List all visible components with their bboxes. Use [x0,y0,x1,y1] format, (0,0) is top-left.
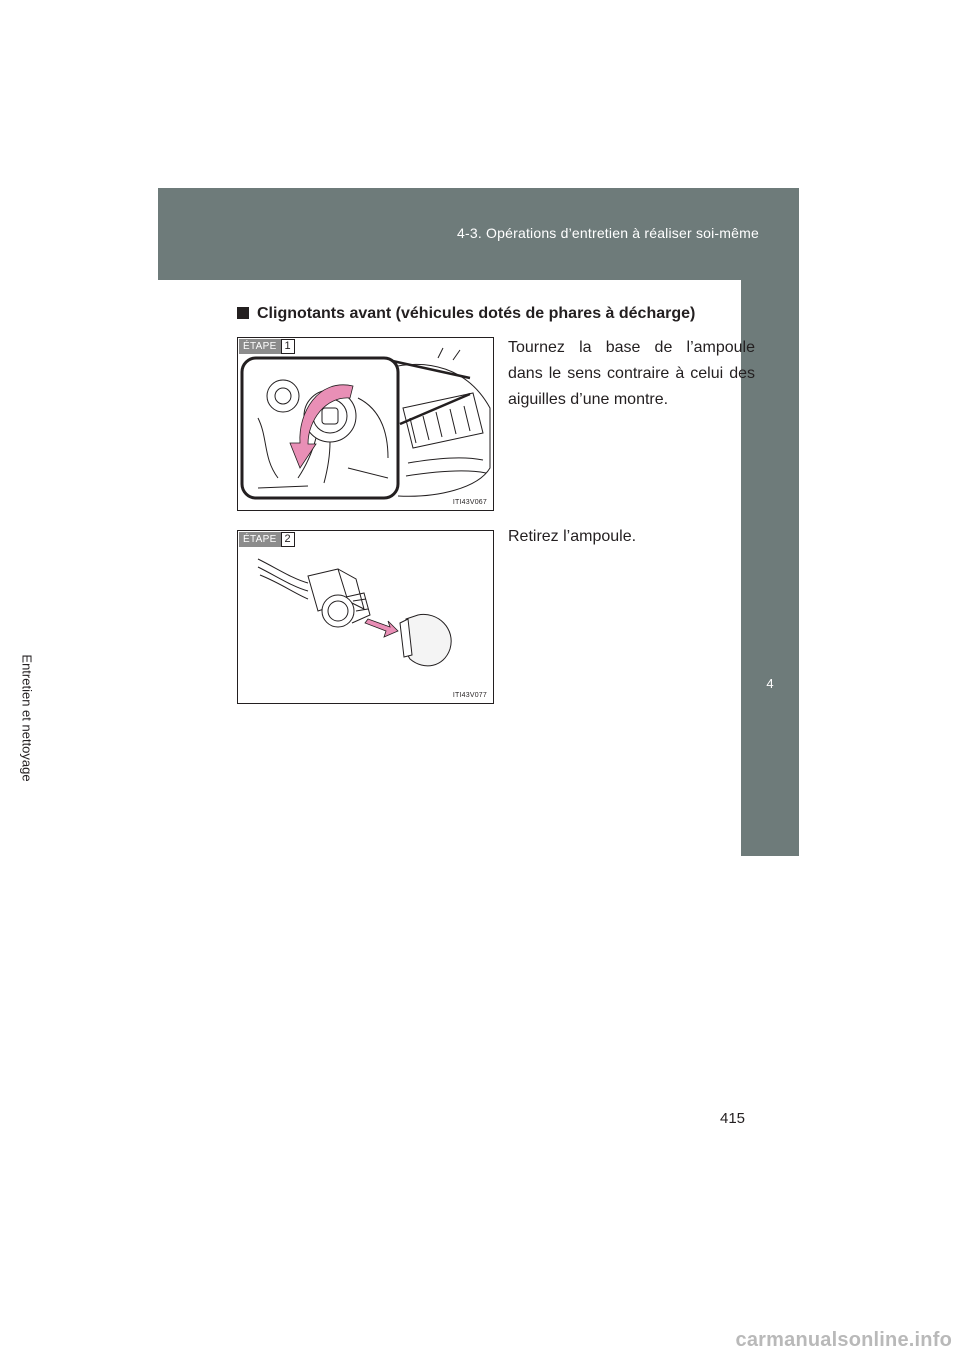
figure-step-2 [237,530,494,704]
section-title [237,305,695,323]
section-title-text: Clignotants avant (véhicules dotés de phares à décharge) [257,305,696,322]
step-label: ÉTAPE [239,532,281,547]
step-2-text: Retirez l’ampoule. [508,528,637,545]
bullet-square-icon [237,307,249,319]
header-band [158,188,799,280]
step-number: 2 [281,532,295,547]
figure-code: ITI43V067 [452,499,487,506]
watermark: carmanualsonline.info [735,1329,952,1351]
figure-step-1 [237,337,494,511]
step-badge-2 [239,532,295,547]
step-label: ÉTAPE [239,339,281,354]
step-number: 1 [281,339,295,354]
section-header: 4-3. Opérations d’entretien à réaliser soi-même [457,225,759,241]
step-1-text: Tournez la base de l’ampoule dans le sens contraire à celui des aiguilles d’une montre. [508,339,755,408]
chapter-title: Entretien et nettoyage [19,654,35,782]
pull-arrow-icon [365,619,398,637]
chapter-number: 4 [766,676,774,691]
figure-code: ITI43V077 [452,692,487,699]
step-badge-1 [239,339,295,354]
page-number: 415 [720,1110,746,1127]
bulb-removal-illustration [238,531,494,704]
headlight-bulb-illustration [238,338,494,511]
